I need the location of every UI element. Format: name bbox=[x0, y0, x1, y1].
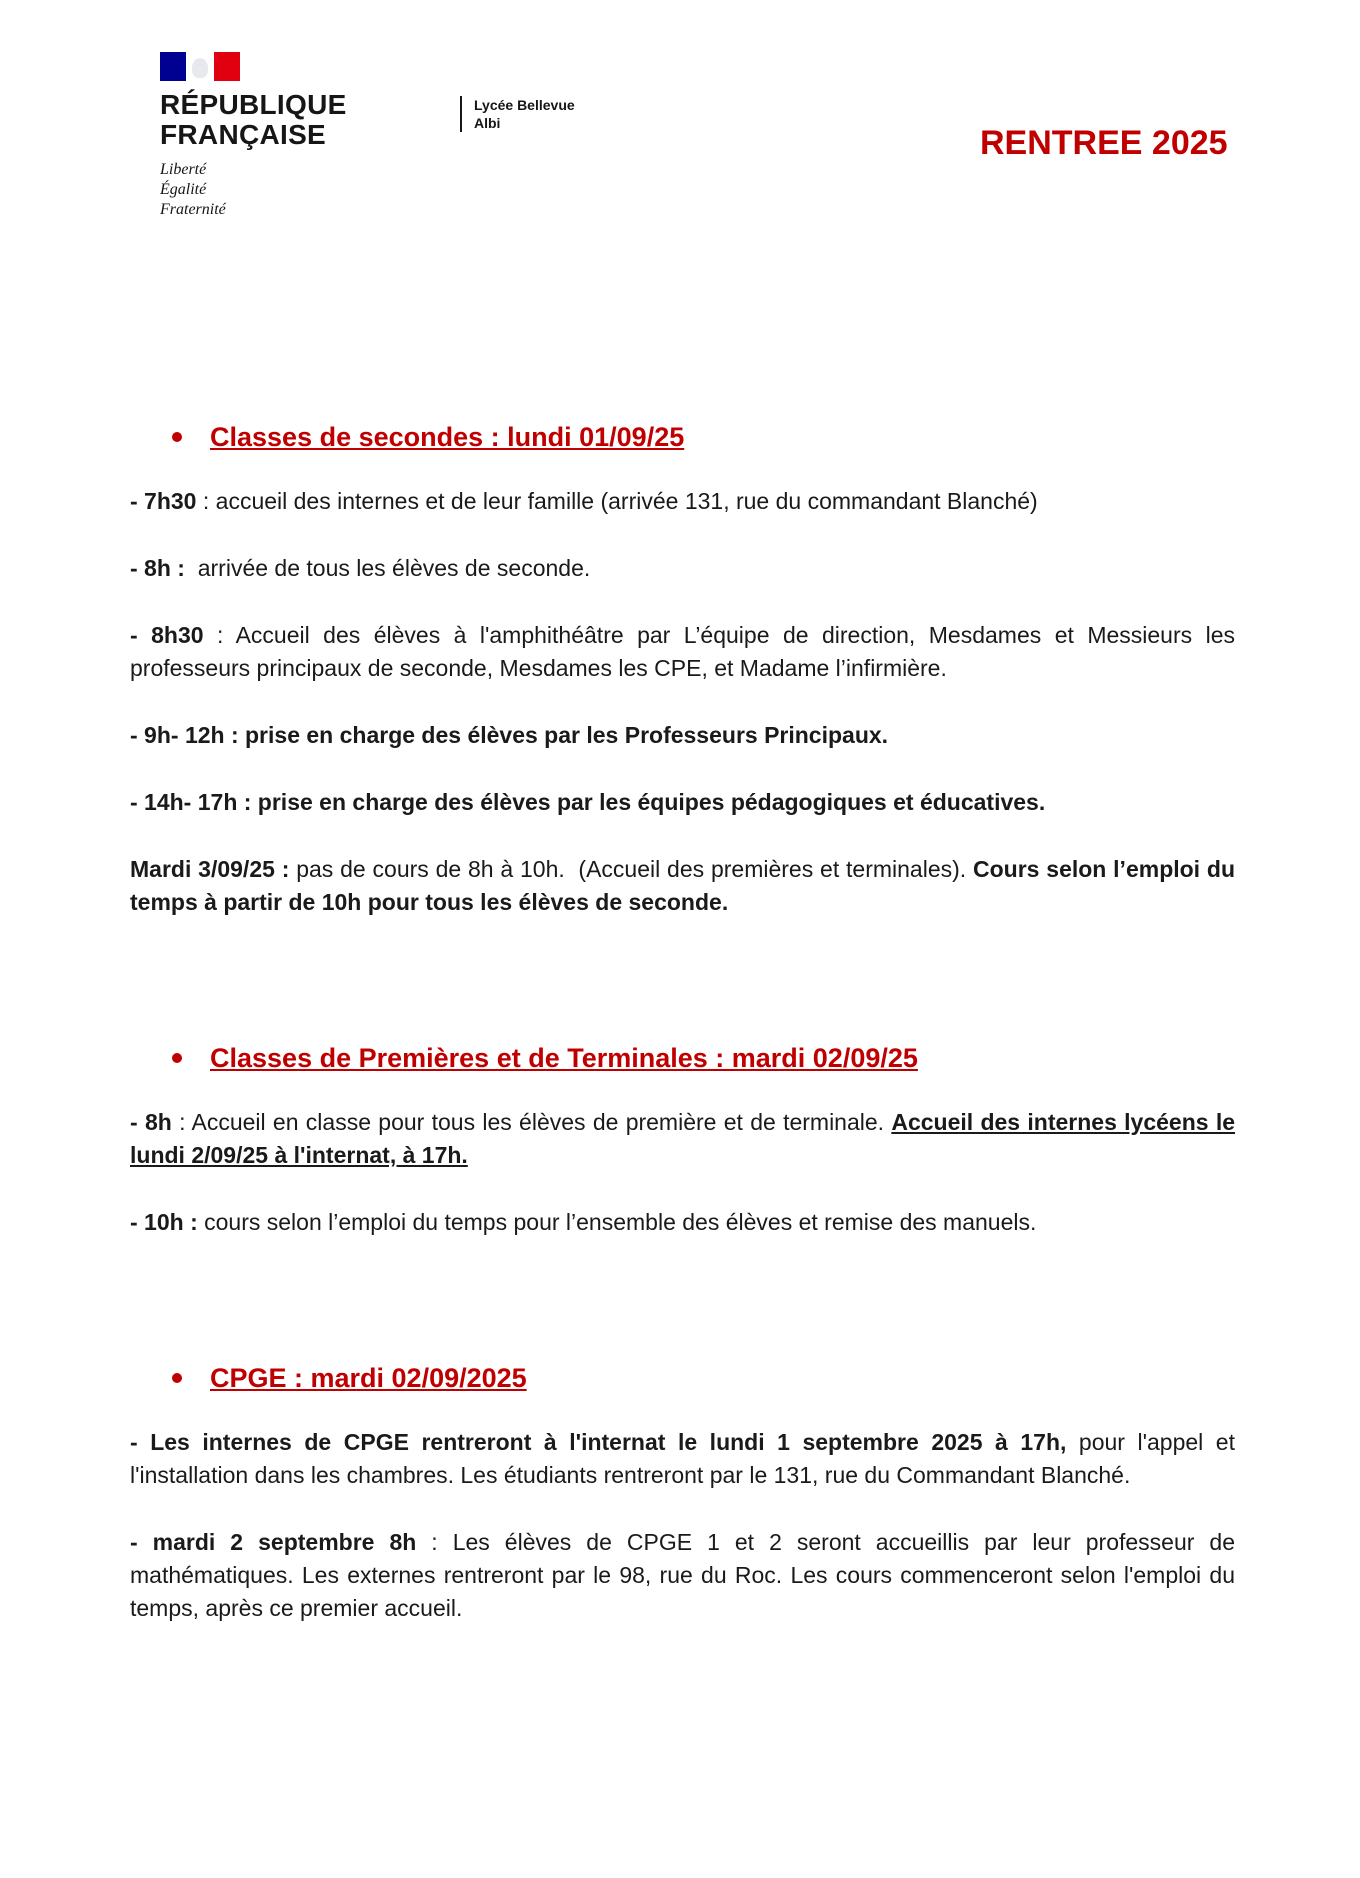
paragraph: - 7h30 : accueil des internes et de leur famille (arrivée 131, rue du commandant Blanché) bbox=[130, 488, 1038, 514]
paragraph: - 8h : Accueil en classe pour tous les élèves de première et de terminale. Accueil des internes lycéens le lundi 2/09/25 à l'internat, à 17h. bbox=[130, 1109, 1236, 1168]
paragraph: - 14h- 17h : prise en charge des élèves par les équipes pédagogiques et éducatives. bbox=[130, 789, 1046, 815]
devise: Liberté Égalité Fraternité bbox=[160, 161, 226, 218]
section-title: CPGE : mardi 02/09/2025 bbox=[210, 1363, 527, 1393]
paragraph: - 8h30 : Accueil des élèves à l'amphithéâtre par L’équipe de direction, Mesdames et Messieurs les professeurs principaux de seconde, Mesdames les CPE, et Madame l’infirmière. bbox=[130, 622, 1235, 681]
bullet-icon bbox=[172, 432, 182, 442]
page-header bbox=[0, 0, 1360, 260]
section-heading bbox=[172, 1361, 1235, 1395]
document-title: RENTREE 2025 bbox=[980, 124, 1228, 162]
paragraph: - 9h- 12h : prise en charge des élèves par les Professeurs Principaux. bbox=[130, 722, 889, 748]
paragraph: - mardi 2 septembre 8h : Les élèves de CPGE 1 et 2 seront accueillis par leur professeur de mathématiques. Les externes rentreront par le 98, rue du Roc. Les cours commenceront selon l'emploi du temps, après ce premier accueil. bbox=[130, 1529, 1236, 1621]
section-title: Classes de Premières et de Terminales : mardi 02/09/25 bbox=[210, 1043, 918, 1073]
republique-francaise-wordmark: RÉPUBLIQUE FRANÇAISE bbox=[160, 89, 347, 150]
paragraph: Mardi 3/09/25 : pas de cours de 8h à 10h. (Accueil des premières et terminales). Cours selon l’emploi du temps à partir de 10h pour tous les élèves de seconde. bbox=[130, 856, 1235, 915]
marianne-flag-icon bbox=[160, 52, 240, 81]
paragraph: - Les internes de CPGE rentreront à l'internat le lundi 1 septembre 2025 à 17h, pour l'appel et l'installation dans les chambres. Les étudiants rentreront par le 131, rue du Commandant Blanché. bbox=[130, 1429, 1235, 1488]
section-heading bbox=[172, 420, 1235, 454]
section-heading bbox=[172, 1041, 1235, 1075]
document-body bbox=[130, 420, 1235, 1625]
paragraph: - 10h : cours selon l’emploi du temps pour l’ensemble des élèves et remise des manuels. bbox=[130, 1209, 1037, 1235]
republique-francaise-logo bbox=[160, 52, 347, 220]
section-title: Classes de secondes : lundi 01/09/25 bbox=[210, 422, 685, 452]
bullet-icon bbox=[172, 1053, 182, 1063]
etablissement-name: Lycée Bellevue Albi bbox=[460, 96, 575, 132]
paragraph: - 8h : arrivée de tous les élèves de seconde. bbox=[130, 555, 591, 581]
bullet-icon bbox=[172, 1373, 182, 1383]
